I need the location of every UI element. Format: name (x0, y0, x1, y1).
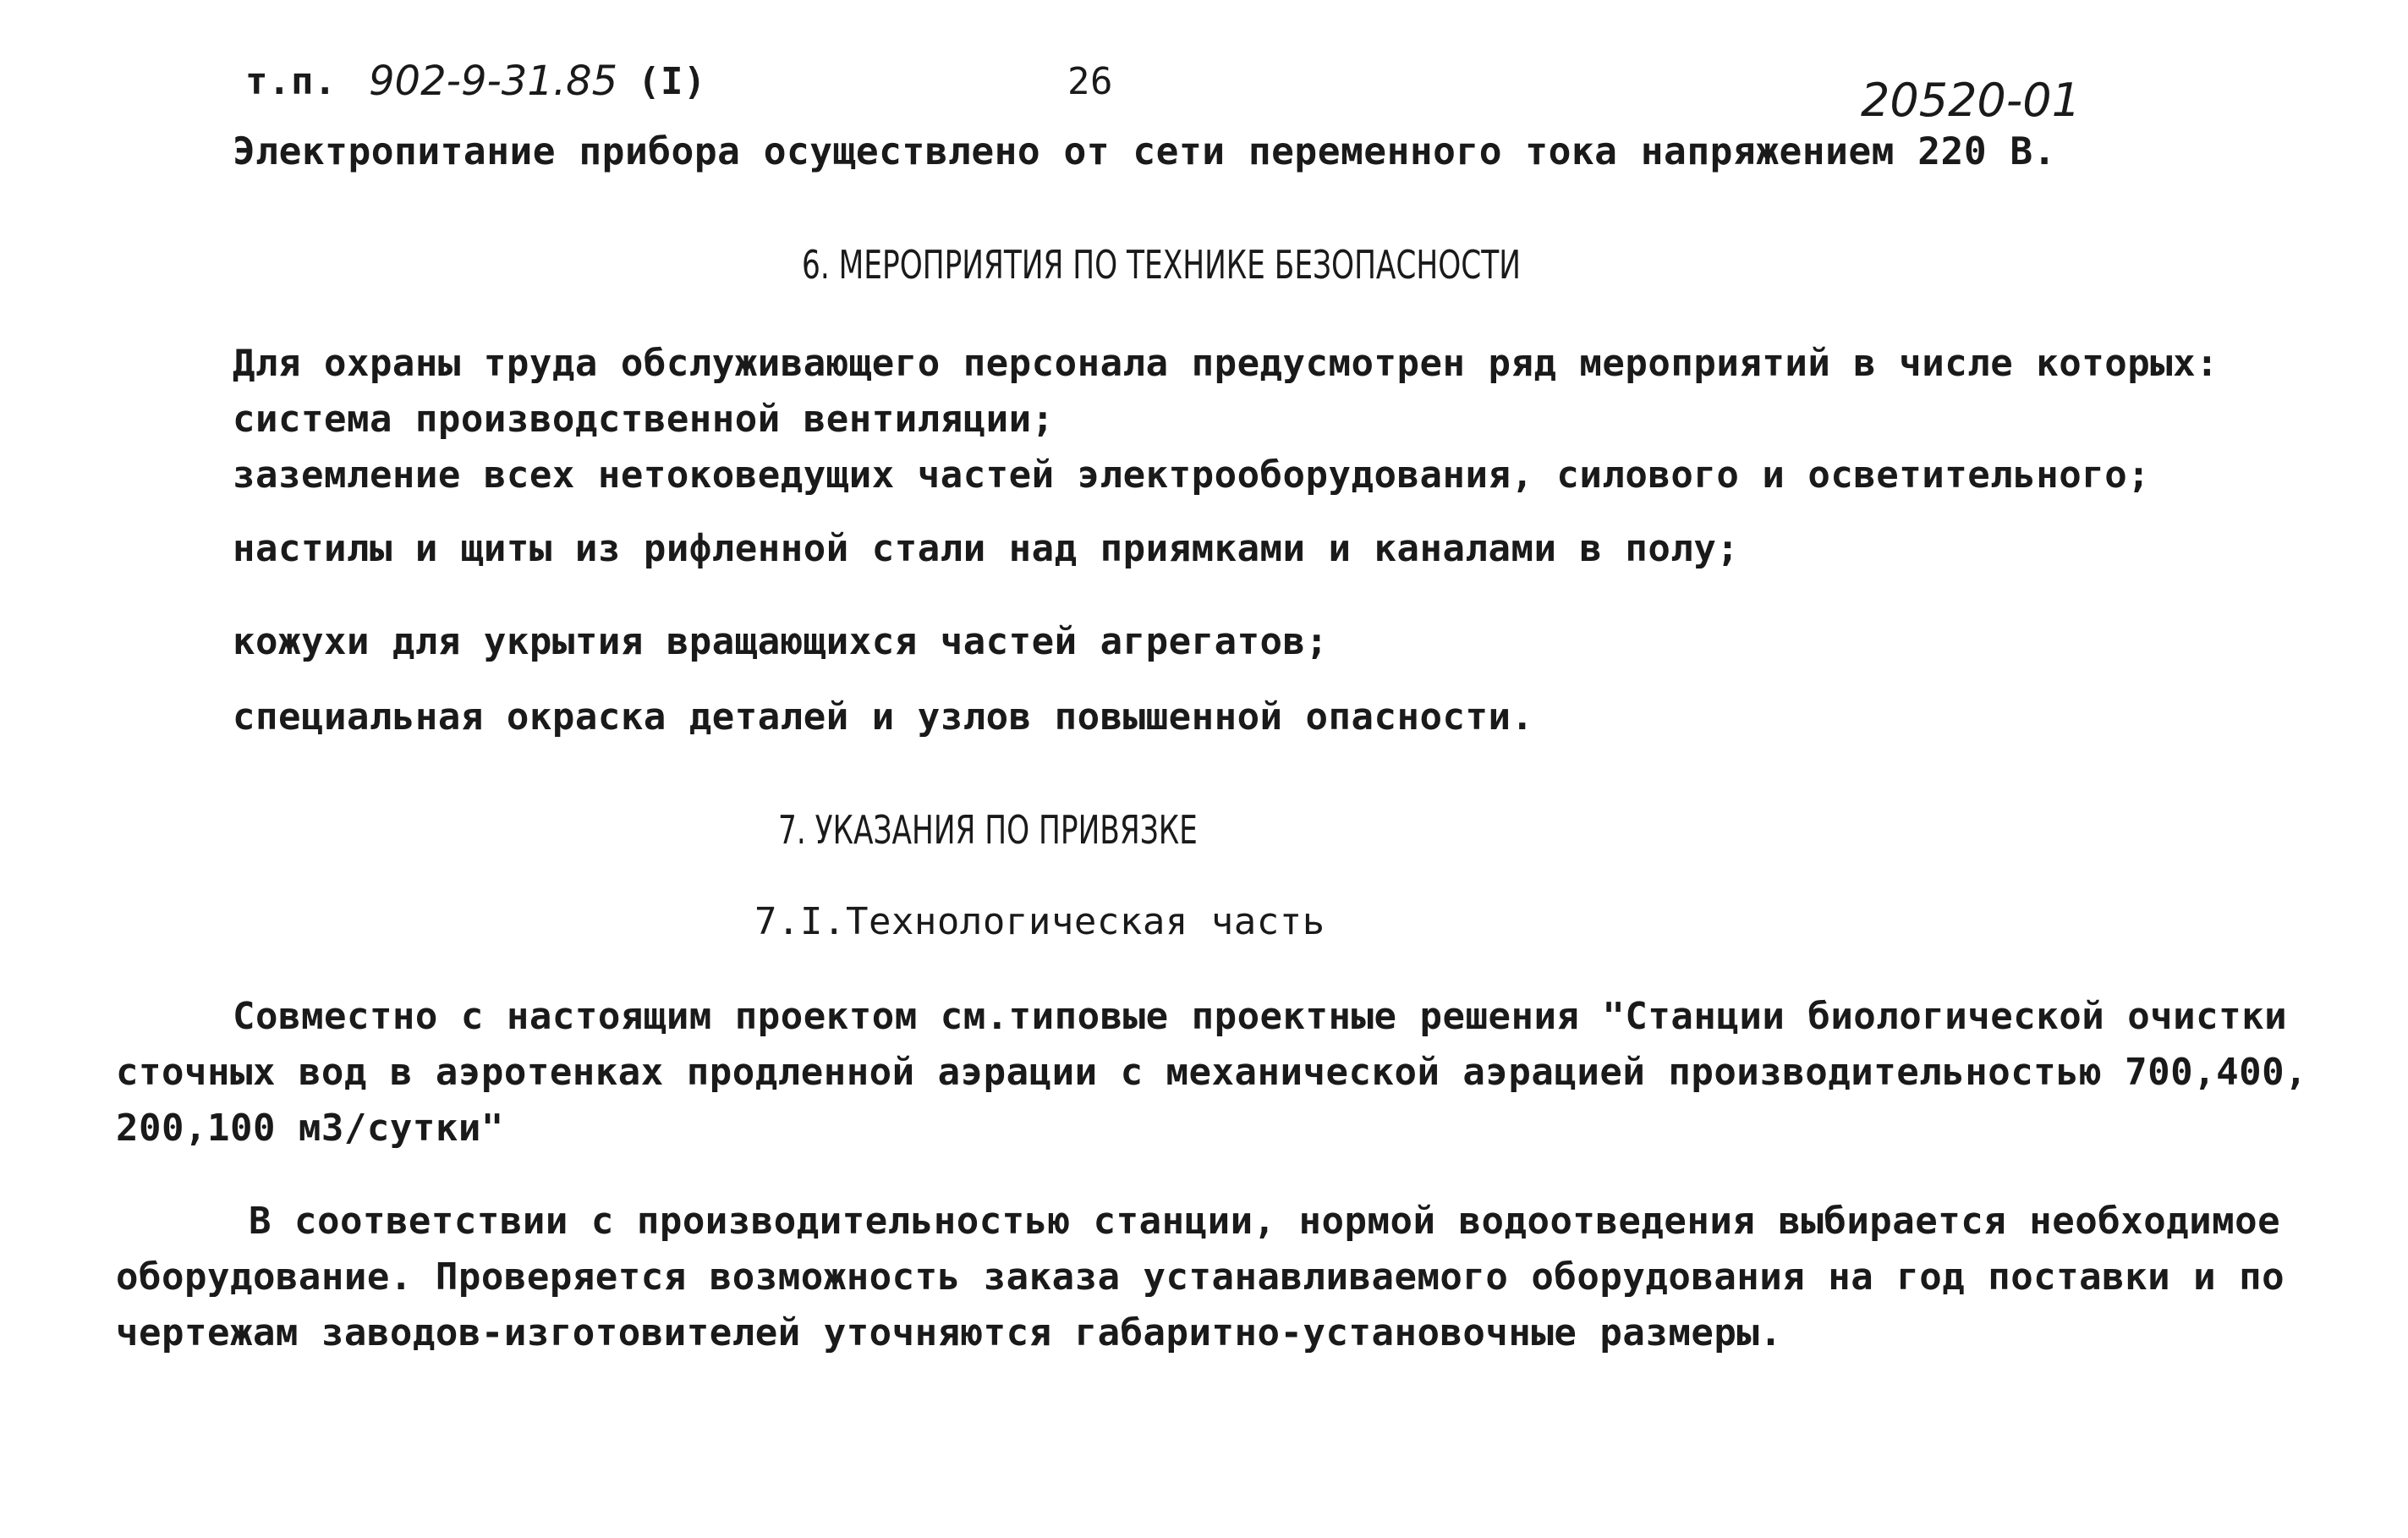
header-page-number: 26 (1067, 60, 1113, 103)
intro-line: Электропитание прибора осуществлено от сети переменного тока напряжением 220 В. (233, 130, 2057, 173)
paragraph-line: сточных вод в аэротенках продленной аэрации с механической аэрацией производительностью 700,400, (116, 1051, 2308, 1094)
section6-item: кожухи для укрытия вращающихся частей агрегатов; (233, 620, 1329, 663)
header-tp-prefix: т.п. (245, 60, 337, 103)
paragraph-line: 200,100 м3/сутки" (116, 1107, 504, 1150)
section7-title: 7. УКАЗАНИЯ ПО ПРИВЯЗКЕ (778, 807, 1198, 853)
section6-intro: Для охраны труда обслуживающего персонала предусмотрен ряд мероприятий в числе которых: (233, 342, 2219, 385)
paragraph-line: оборудование. Проверяется возможность заказа устанавливаемого оборудования на год поставки и по (116, 1255, 2285, 1299)
section6-item: заземление всех нетоковедущих частей электрооборудования, силового и осветительного; (233, 453, 2151, 497)
section6-item: настилы и щиты из рифленной стали над приямками и каналами в полу; (233, 527, 1740, 570)
section6-title: 6. МЕРОПРИЯТИЯ ПО ТЕХНИКЕ БЕЗОПАСНОСТИ (802, 242, 1521, 288)
section6-item: специальная окраска деталей и узлов повышенной опасности. (233, 695, 1534, 739)
paragraph-line: Совместно с настоящим проектом см.типовые проектные решения "Станции биологической очистки (233, 995, 2288, 1038)
header-document-code: 20520-01 (1861, 74, 2081, 127)
header-album: (I) (638, 60, 706, 103)
paragraph-line: В соответствии с производительностью станции, нормой водоотведения выбирается необходимое (249, 1200, 2281, 1243)
header-project-number: 902-9-31.85 (369, 58, 618, 105)
section6-item: система производственной вентиляции; (233, 398, 1055, 441)
paragraph-line: чертежам заводов-изготовителей уточняются габаритно-установочные размеры. (116, 1311, 1783, 1354)
section7-subtitle: 7.I.Технологическая часть (754, 900, 1325, 943)
